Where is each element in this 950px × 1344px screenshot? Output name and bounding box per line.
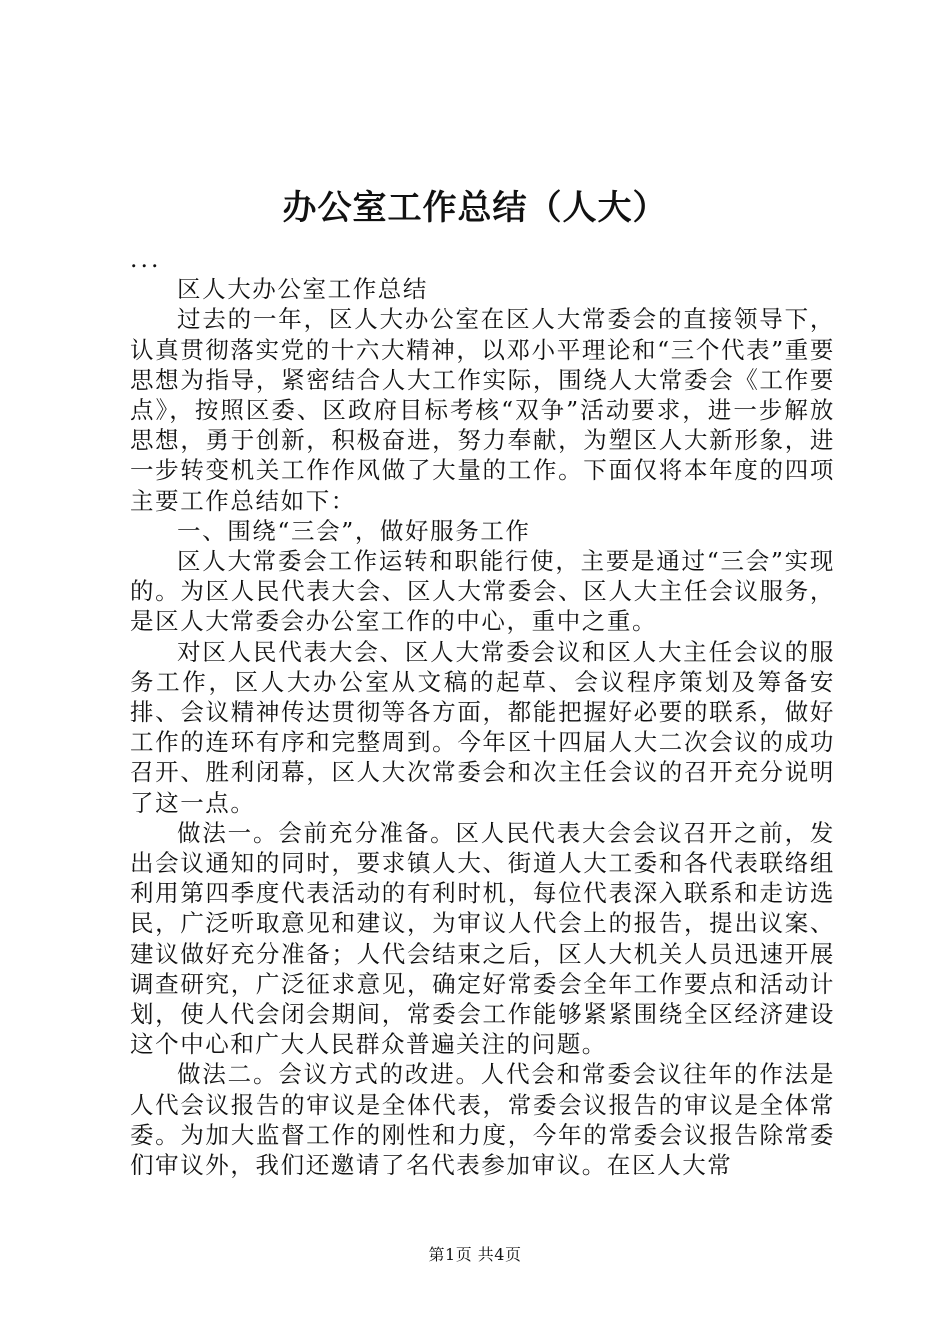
document-title: 办公室工作总结（人大） <box>282 188 668 228</box>
subtitle-paragraph: 区人大办公室工作总结 <box>177 275 428 304</box>
ellipsis-line: ... <box>130 245 162 273</box>
body-paragraph: 对区人民代表大会、区人大常委会议和区人大主任会议的服务工作，区人大办公室从文稿的起草、会议程序策划及筹备安排、会议精神传达贯彻等各方面，都能把握好必要的联系，做好工作的连环有序和完整周到。今年区十四届人大二次会议的成功召开、胜利闭幕，区人大次常委会和次主任会议的召开充分说明了这一点。 <box>130 637 835 817</box>
intro-paragraph: 过去的一年，区人大办公室在区人大常委会的直接领导下，认真贯彻落实党的十六大精神，以邓小平理论和“三个代表”重要思想为指导，紧密结合人大工作实际，围绕人大常委会《工作要点》，按照区委、区政府目标考核“双争”活动要求，进一步解放思想，勇于创新，积极奋进，努力奉献，为塑区人大新形象，进一步转变机关工作作风做了大量的工作。下面仅将本年度的四项主要工作总结如下： <box>130 305 835 515</box>
section-heading: 一、围绕“三会”，做好服务工作 <box>177 516 531 545</box>
body-paragraph: 做法一。会前充分准备。区人民代表大会会议召开之前，发出会议通知的同时，要求镇人大、街道人大工委和各代表联络组利用第四季度代表活动的有利时机，每位代表深入联系和走访选民，广泛听取意见和建议，为审议人代会上的报告，提出议案、建议做好充分准备；人代会结束之后，区人大机关人员迅速开展调查研究，广泛征求意见，确定好常委会全年工作要点和活动计划，使人代会闭会期间，常委会工作能够紧紧围绕全区经济建设这个中心和广大人民群众普遍关注的问题。 <box>130 818 835 1059</box>
body-paragraph: 区人大常委会工作运转和职能行使，主要是通过“三会”实现的。为区人民代表大会、区人大常委会、区人大主任会议服务，是区人大常委会办公室工作的中心，重中之重。 <box>130 547 835 636</box>
body-paragraph: 做法二。会议方式的改进。人代会和常委会议往年的作法是人代会议报告的审议是全体代表，常委会议报告的审议是全体常委。为加大监督工作的刚性和力度，今年的常委会议报告除常委们审议外，我们还邀请了名代表参加审议。在区人大常 <box>130 1060 835 1180</box>
page-footer: 第1页 共4页 <box>428 1245 522 1264</box>
document-body <box>130 244 835 1180</box>
